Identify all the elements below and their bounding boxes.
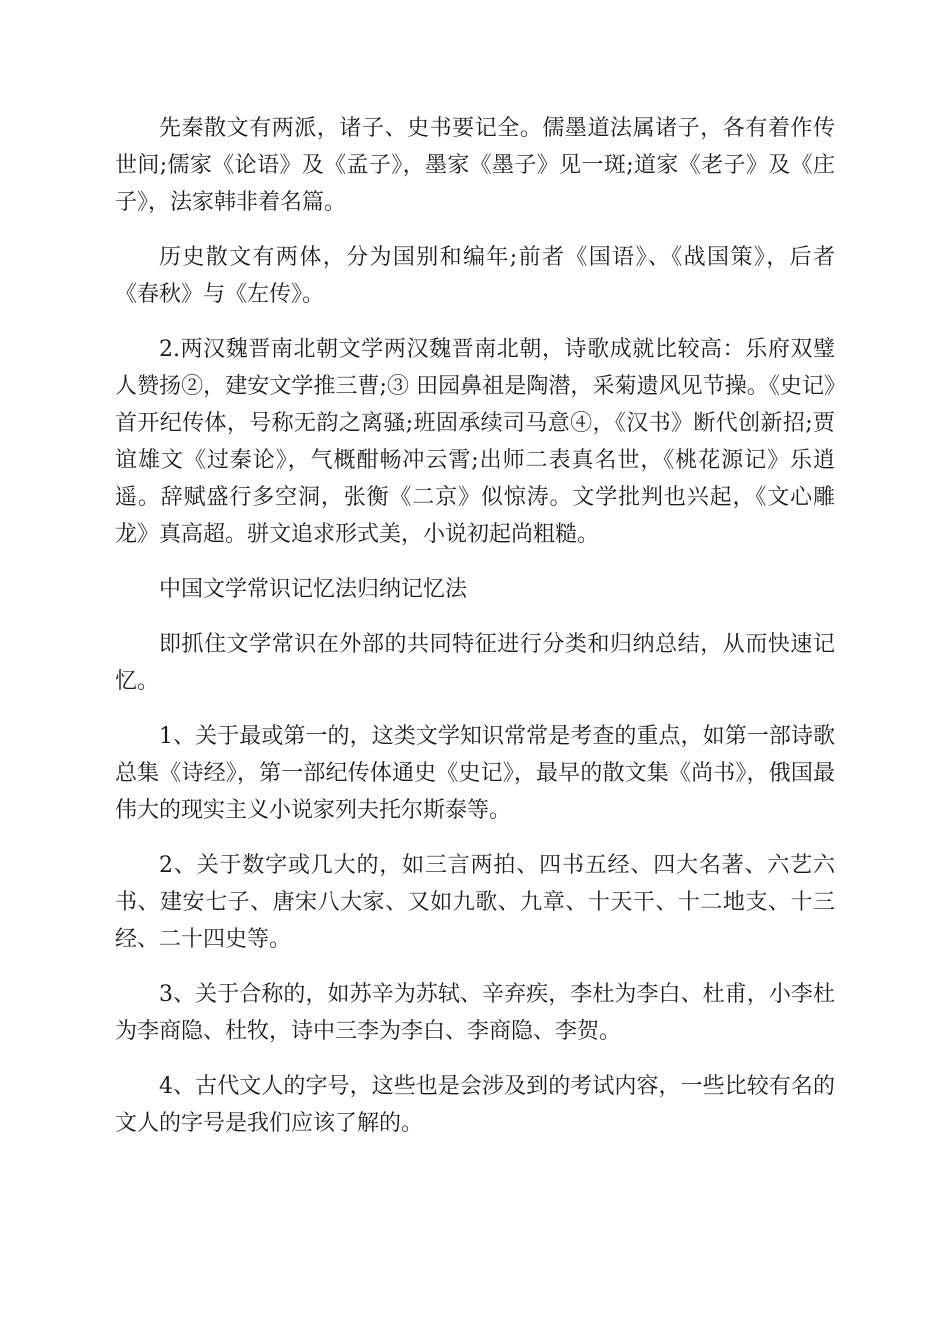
list-item-firsts: 1、关于最或第一的，这类文学知识常常是考查的重点，如第一部诗歌总集《诗经》，第一部纪传体通史《史记》，最早的散文集《尚书》，俄国最伟大的现实主义小说家列夫托尔斯泰等。	[115, 724, 835, 823]
paragraph-method-intro: 即抓住文学常识在外部的共同特征进行分类和归纳总结，从而快速记忆。	[115, 632, 835, 694]
paragraph-historical-prose: 历史散文有两体，分为国别和编年;前者《国语》、《战国策》，后者《春秋》与《左传》。	[115, 245, 835, 307]
paragraph-pre-qin-prose: 先秦散文有两派，诸子、史书要记全。儒墨道法属诸子，各有着作传世间;儒家《论语》及《孟子》，墨家《墨子》见一斑;道家《老子》及《庄子》，法家韩非着名篇。	[115, 116, 835, 215]
document-body	[115, 110, 835, 1160]
list-item-combined-names: 3、关于合称的，如苏辛为苏轼、辛弃疾，李杜为李白、杜甫，小李杜为李商隐、杜牧，诗中三李为李白、李商隐、李贺。	[115, 982, 835, 1044]
list-item-literary-names: 4、古代文人的字号，这些也是会涉及到的考试内容，一些比较有名的文人的字号是我们应该了解的。	[115, 1074, 835, 1136]
paragraph-han-wei-literature: 2.两汉魏晋南北朝文学两汉魏晋南北朝，诗歌成就比较高：乐府双璧人赞扬②，建安文学推三曹;③ 田园鼻祖是陶潜，采菊遗风见节操。《史记》首开纪传体，号称无韵之离骚;班固承续司马意④，《汉书》断代创新招;贾谊雄文《过秦论》，气概酣畅冲云霄;出师二表真名世，《桃花源记》乐逍遥。辞赋盛行多空洞，张衡《二京》似惊涛。文学批判也兴起，《文心雕龙》真高超。骈文追求形式美，小说初起尚粗糙。	[115, 337, 835, 547]
list-item-numbers: 2、关于数字或几大的，如三言两拍、四书五经、四大名著、六艺六书、建安七子、唐宋八大家、又如九歌、九章、十天干、十二地支、十三经、二十四史等。	[115, 853, 835, 952]
section-heading-memory-method: 中国文学常识记忆法归纳记忆法	[159, 577, 468, 602]
